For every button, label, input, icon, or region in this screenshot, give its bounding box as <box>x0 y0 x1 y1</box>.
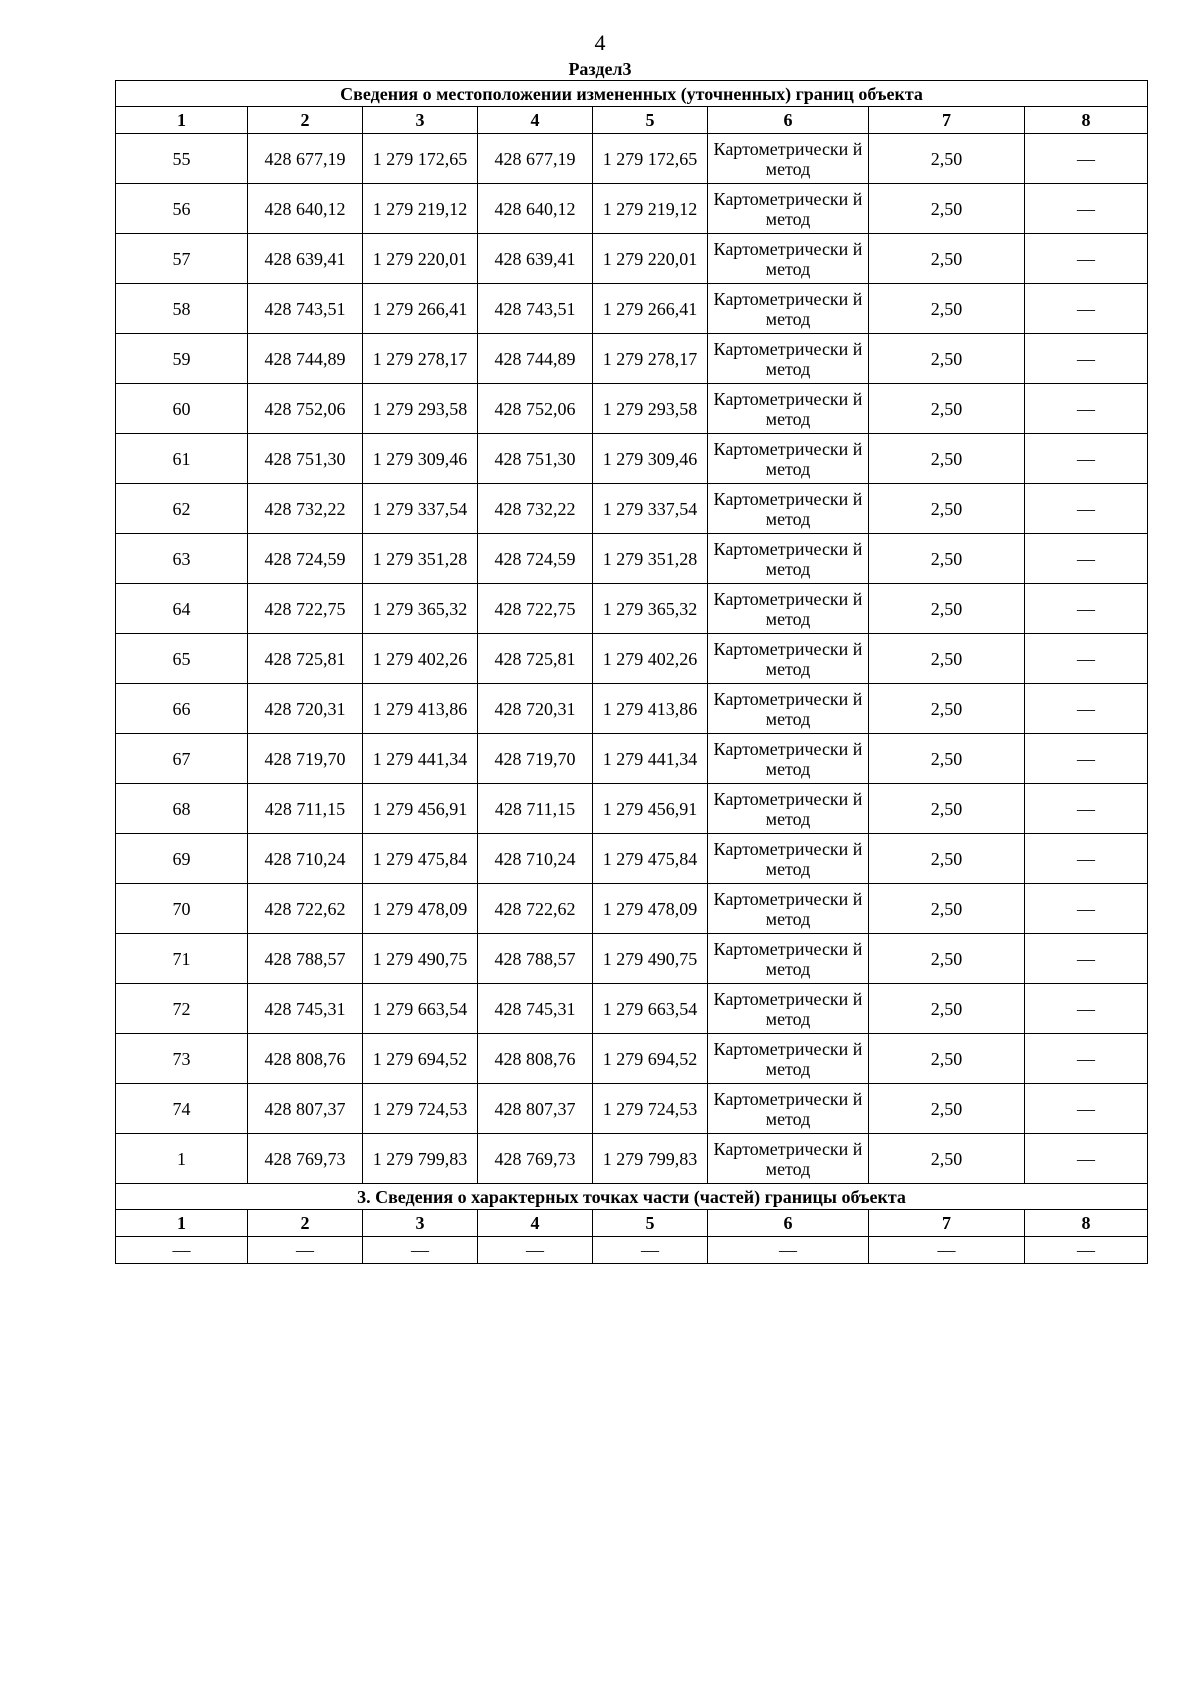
table-row <box>116 484 1148 534</box>
x-old-cell: 428 722,62 <box>248 884 363 934</box>
point-number-cell: 73 <box>116 1034 248 1084</box>
method-cell: Картометрически й метод <box>708 284 869 334</box>
x-old-cell: 428 639,41 <box>248 234 363 284</box>
table-row <box>116 234 1148 284</box>
note-cell: — <box>1025 884 1148 934</box>
point-number-cell: 66 <box>116 684 248 734</box>
y-old-cell: 1 279 337,54 <box>363 484 478 534</box>
y-new-cell: 1 279 441,34 <box>593 734 708 784</box>
method-cell: Картометрически й метод <box>708 734 869 784</box>
note-cell: — <box>1025 184 1148 234</box>
y-new-cell: 1 279 694,52 <box>593 1034 708 1084</box>
point-number-cell: 72 <box>116 984 248 1034</box>
x-new-cell: 428 752,06 <box>478 384 593 434</box>
note-cell: — <box>1025 434 1148 484</box>
method-cell: Картометрически й метод <box>708 784 869 834</box>
column-header: 2 <box>248 107 363 134</box>
x-new-cell: 428 640,12 <box>478 184 593 234</box>
y-old-cell: 1 279 456,91 <box>363 784 478 834</box>
point-number-cell: 64 <box>116 584 248 634</box>
accuracy-cell: 2,50 <box>869 834 1025 884</box>
x-old-cell: 428 745,31 <box>248 984 363 1034</box>
x-new-cell: 428 720,31 <box>478 684 593 734</box>
y-old-cell: 1 279 172,65 <box>363 134 478 184</box>
note-cell: — <box>1025 384 1148 434</box>
y-old-cell: 1 279 799,83 <box>363 1134 478 1184</box>
table-row <box>116 934 1148 984</box>
table-row <box>116 1034 1148 1084</box>
note-cell: — <box>1025 534 1148 584</box>
accuracy-cell: 2,50 <box>869 184 1025 234</box>
method-cell: Картометрически й метод <box>708 684 869 734</box>
y-old-cell: 1 279 490,75 <box>363 934 478 984</box>
empty-cell: — <box>248 1237 363 1264</box>
accuracy-cell: 2,50 <box>869 984 1025 1034</box>
table-row <box>116 884 1148 934</box>
x-old-cell: 428 725,81 <box>248 634 363 684</box>
y-old-cell: 1 279 293,58 <box>363 384 478 434</box>
accuracy-cell: 2,50 <box>869 284 1025 334</box>
x-new-cell: 428 769,73 <box>478 1134 593 1184</box>
y-new-cell: 1 279 337,54 <box>593 484 708 534</box>
accuracy-cell: 2,50 <box>869 134 1025 184</box>
column-header: 6 <box>708 107 869 134</box>
table-row <box>116 784 1148 834</box>
empty-cell: — <box>1025 1237 1148 1264</box>
point-number-cell: 57 <box>116 234 248 284</box>
y-new-cell: 1 279 172,65 <box>593 134 708 184</box>
note-cell: — <box>1025 1134 1148 1184</box>
y-new-cell: 1 279 293,58 <box>593 384 708 434</box>
point-number-cell: 58 <box>116 284 248 334</box>
x-new-cell: 428 745,31 <box>478 984 593 1034</box>
x-new-cell: 428 722,62 <box>478 884 593 934</box>
column-header: 1 <box>116 107 248 134</box>
table-row <box>116 384 1148 434</box>
x-old-cell: 428 724,59 <box>248 534 363 584</box>
y-new-cell: 1 279 663,54 <box>593 984 708 1034</box>
x-old-cell: 428 710,24 <box>248 834 363 884</box>
table-row <box>116 834 1148 884</box>
x-old-cell: 428 720,31 <box>248 684 363 734</box>
accuracy-cell: 2,50 <box>869 934 1025 984</box>
x-old-cell: 428 677,19 <box>248 134 363 184</box>
column-header: 4 <box>478 1210 593 1237</box>
point-number-cell: 56 <box>116 184 248 234</box>
note-cell: — <box>1025 934 1148 984</box>
note-cell: — <box>1025 284 1148 334</box>
accuracy-cell: 2,50 <box>869 534 1025 584</box>
column-header: 7 <box>869 1210 1025 1237</box>
x-new-cell: 428 722,75 <box>478 584 593 634</box>
empty-cell: — <box>593 1237 708 1264</box>
column-header: 5 <box>593 107 708 134</box>
column-header-row <box>116 107 1148 134</box>
table-row <box>116 434 1148 484</box>
method-cell: Картометрически й метод <box>708 434 869 484</box>
x-new-cell: 428 724,59 <box>478 534 593 584</box>
section-title: Раздел3 <box>568 59 632 79</box>
table-row <box>116 984 1148 1034</box>
table-row <box>116 534 1148 584</box>
page-number: 4 <box>594 30 606 55</box>
note-cell: — <box>1025 234 1148 284</box>
table-row <box>116 684 1148 734</box>
x-old-cell: 428 807,37 <box>248 1084 363 1134</box>
note-cell: — <box>1025 1034 1148 1084</box>
y-old-cell: 1 279 220,01 <box>363 234 478 284</box>
x-new-cell: 428 788,57 <box>478 934 593 984</box>
point-number-cell: 68 <box>116 784 248 834</box>
method-cell: Картометрически й метод <box>708 334 869 384</box>
y-old-cell: 1 279 663,54 <box>363 984 478 1034</box>
x-old-cell: 428 788,57 <box>248 934 363 984</box>
accuracy-cell: 2,50 <box>869 1034 1025 1084</box>
table-row <box>116 584 1148 634</box>
table-row <box>116 634 1148 684</box>
x-old-cell: 428 743,51 <box>248 284 363 334</box>
accuracy-cell: 2,50 <box>869 484 1025 534</box>
method-cell: Картометрически й метод <box>708 384 869 434</box>
y-new-cell: 1 279 724,53 <box>593 1084 708 1134</box>
note-cell: — <box>1025 984 1148 1034</box>
table-row <box>116 134 1148 184</box>
x-old-cell: 428 808,76 <box>248 1034 363 1084</box>
x-old-cell: 428 640,12 <box>248 184 363 234</box>
y-new-cell: 1 279 402,26 <box>593 634 708 684</box>
boundary-coordinates-table <box>115 80 1148 1264</box>
note-cell: — <box>1025 784 1148 834</box>
y-old-cell: 1 279 402,26 <box>363 634 478 684</box>
point-number-cell: 60 <box>116 384 248 434</box>
column-header: 5 <box>593 1210 708 1237</box>
y-new-cell: 1 279 799,83 <box>593 1134 708 1184</box>
y-old-cell: 1 279 413,86 <box>363 684 478 734</box>
y-new-cell: 1 279 475,84 <box>593 834 708 884</box>
point-number-cell: 55 <box>116 134 248 184</box>
y-old-cell: 1 279 475,84 <box>363 834 478 884</box>
x-old-cell: 428 732,22 <box>248 484 363 534</box>
note-cell: — <box>1025 1084 1148 1134</box>
point-number-cell: 1 <box>116 1134 248 1184</box>
y-old-cell: 1 279 478,09 <box>363 884 478 934</box>
column-header: 3 <box>363 107 478 134</box>
x-old-cell: 428 711,15 <box>248 784 363 834</box>
empty-cell: — <box>116 1237 248 1264</box>
table-row <box>116 1084 1148 1134</box>
empty-cell: — <box>869 1237 1025 1264</box>
note-cell: — <box>1025 684 1148 734</box>
method-cell: Картометрически й метод <box>708 1034 869 1084</box>
y-new-cell: 1 279 278,17 <box>593 334 708 384</box>
point-number-cell: 61 <box>116 434 248 484</box>
y-new-cell: 1 279 413,86 <box>593 684 708 734</box>
accuracy-cell: 2,50 <box>869 1134 1025 1184</box>
method-cell: Картометрически й метод <box>708 884 869 934</box>
y-old-cell: 1 279 694,52 <box>363 1034 478 1084</box>
column-header: 8 <box>1025 107 1148 134</box>
x-new-cell: 428 808,76 <box>478 1034 593 1084</box>
point-number-cell: 71 <box>116 934 248 984</box>
column-header: 1 <box>116 1210 248 1237</box>
y-old-cell: 1 279 365,32 <box>363 584 478 634</box>
y-new-cell: 1 279 351,28 <box>593 534 708 584</box>
x-new-cell: 428 744,89 <box>478 334 593 384</box>
table-row <box>116 1134 1148 1184</box>
column-header: 4 <box>478 107 593 134</box>
method-cell: Картометрически й метод <box>708 584 869 634</box>
point-number-cell: 63 <box>116 534 248 584</box>
accuracy-cell: 2,50 <box>869 434 1025 484</box>
note-cell: — <box>1025 834 1148 884</box>
method-cell: Картометрически й метод <box>708 834 869 884</box>
empty-cell: — <box>708 1237 869 1264</box>
accuracy-cell: 2,50 <box>869 234 1025 284</box>
y-new-cell: 1 279 478,09 <box>593 884 708 934</box>
y-new-cell: 1 279 266,41 <box>593 284 708 334</box>
x-new-cell: 428 639,41 <box>478 234 593 284</box>
point-number-cell: 69 <box>116 834 248 884</box>
accuracy-cell: 2,50 <box>869 734 1025 784</box>
point-number-cell: 67 <box>116 734 248 784</box>
y-old-cell: 1 279 219,12 <box>363 184 478 234</box>
x-new-cell: 428 719,70 <box>478 734 593 784</box>
accuracy-cell: 2,50 <box>869 684 1025 734</box>
note-cell: — <box>1025 634 1148 684</box>
y-new-cell: 1 279 220,01 <box>593 234 708 284</box>
y-old-cell: 1 279 724,53 <box>363 1084 478 1134</box>
x-old-cell: 428 752,06 <box>248 384 363 434</box>
table-row <box>116 284 1148 334</box>
parts-table-caption: 3. Сведения о характерных точках части (частей) границы объекта <box>116 1184 1148 1210</box>
x-new-cell: 428 677,19 <box>478 134 593 184</box>
x-old-cell: 428 751,30 <box>248 434 363 484</box>
method-cell: Картометрически й метод <box>708 134 869 184</box>
y-old-cell: 1 279 266,41 <box>363 284 478 334</box>
note-cell: — <box>1025 584 1148 634</box>
table-caption: Сведения о местоположении измененных (уточненных) границ объекта <box>116 81 1148 107</box>
parts-caption-row <box>116 1184 1148 1210</box>
x-new-cell: 428 743,51 <box>478 284 593 334</box>
column-header: 7 <box>869 107 1025 134</box>
y-old-cell: 1 279 309,46 <box>363 434 478 484</box>
accuracy-cell: 2,50 <box>869 334 1025 384</box>
method-cell: Картометрически й метод <box>708 484 869 534</box>
parts-column-header-row <box>116 1210 1148 1237</box>
accuracy-cell: 2,50 <box>869 784 1025 834</box>
column-header: 6 <box>708 1210 869 1237</box>
method-cell: Картометрически й метод <box>708 234 869 284</box>
y-old-cell: 1 279 441,34 <box>363 734 478 784</box>
x-old-cell: 428 719,70 <box>248 734 363 784</box>
accuracy-cell: 2,50 <box>869 584 1025 634</box>
table-row <box>116 734 1148 784</box>
accuracy-cell: 2,50 <box>869 384 1025 434</box>
x-old-cell: 428 722,75 <box>248 584 363 634</box>
x-new-cell: 428 725,81 <box>478 634 593 684</box>
method-cell: Картометрически й метод <box>708 634 869 684</box>
x-new-cell: 428 807,37 <box>478 1084 593 1134</box>
x-new-cell: 428 751,30 <box>478 434 593 484</box>
point-number-cell: 65 <box>116 634 248 684</box>
empty-cell: — <box>478 1237 593 1264</box>
method-cell: Картометрически й метод <box>708 534 869 584</box>
method-cell: Картометрически й метод <box>708 934 869 984</box>
method-cell: Картометрически й метод <box>708 984 869 1034</box>
point-number-cell: 70 <box>116 884 248 934</box>
x-old-cell: 428 769,73 <box>248 1134 363 1184</box>
table-caption-row <box>116 81 1148 107</box>
method-cell: Картометрически й метод <box>708 1134 869 1184</box>
note-cell: — <box>1025 734 1148 784</box>
empty-cell: — <box>363 1237 478 1264</box>
y-new-cell: 1 279 365,32 <box>593 584 708 634</box>
accuracy-cell: 2,50 <box>869 884 1025 934</box>
point-number-cell: 74 <box>116 1084 248 1134</box>
accuracy-cell: 2,50 <box>869 1084 1025 1134</box>
column-header: 3 <box>363 1210 478 1237</box>
note-cell: — <box>1025 334 1148 384</box>
x-new-cell: 428 710,24 <box>478 834 593 884</box>
y-new-cell: 1 279 219,12 <box>593 184 708 234</box>
x-new-cell: 428 732,22 <box>478 484 593 534</box>
method-cell: Картометрически й метод <box>708 184 869 234</box>
column-header: 2 <box>248 1210 363 1237</box>
method-cell: Картометрически й метод <box>708 1084 869 1134</box>
y-old-cell: 1 279 278,17 <box>363 334 478 384</box>
point-number-cell: 62 <box>116 484 248 534</box>
note-cell: — <box>1025 484 1148 534</box>
y-old-cell: 1 279 351,28 <box>363 534 478 584</box>
parts-empty-row <box>116 1237 1148 1264</box>
table-row <box>116 184 1148 234</box>
y-new-cell: 1 279 490,75 <box>593 934 708 984</box>
x-new-cell: 428 711,15 <box>478 784 593 834</box>
accuracy-cell: 2,50 <box>869 634 1025 684</box>
y-new-cell: 1 279 456,91 <box>593 784 708 834</box>
table-row <box>116 334 1148 384</box>
x-old-cell: 428 744,89 <box>248 334 363 384</box>
point-number-cell: 59 <box>116 334 248 384</box>
column-header: 8 <box>1025 1210 1148 1237</box>
y-new-cell: 1 279 309,46 <box>593 434 708 484</box>
note-cell: — <box>1025 134 1148 184</box>
